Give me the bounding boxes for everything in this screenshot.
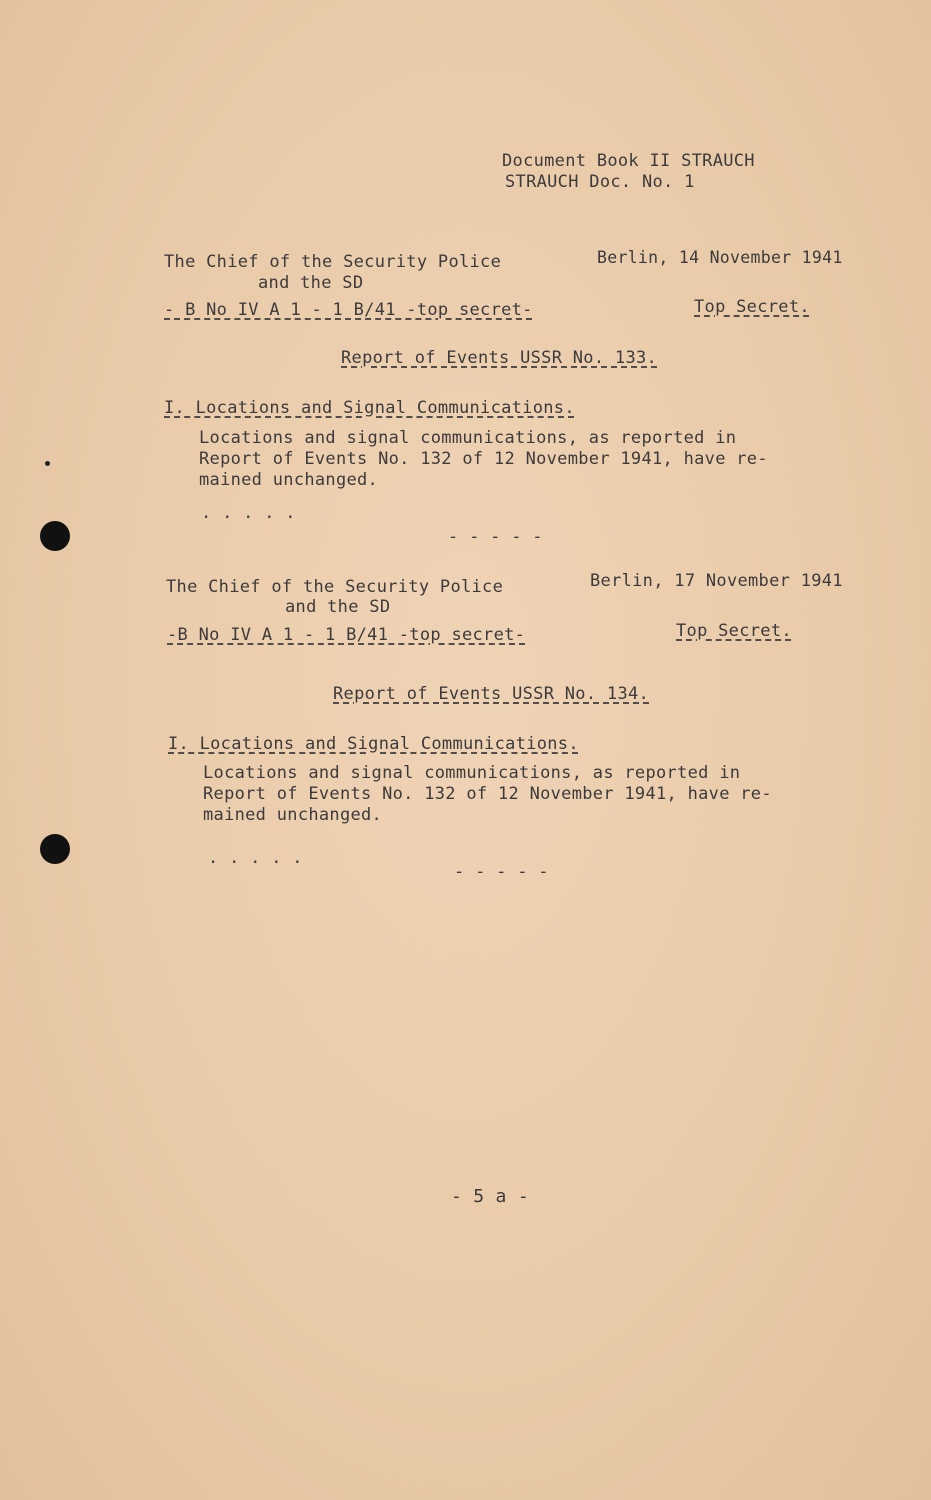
report1-body-line1: Locations and signal communications, as reported in (199, 428, 737, 448)
report2-reference: -B No IV A 1 - 1 B/41 -top secret- (167, 625, 526, 645)
report2-body-line1: Locations and signal communications, as reported in (203, 763, 741, 783)
report1-separator: - - - - - (448, 527, 543, 547)
report1-section-heading: I. Locations and Signal Communications. (164, 398, 575, 418)
report1-reference: - B No IV A 1 - 1 B/41 -top secret- (164, 300, 533, 320)
report2-classification: Top Secret. (676, 621, 792, 641)
report2-title: Report of Events USSR No. 134. (333, 684, 650, 704)
report1-body-line3: mained unchanged. (199, 470, 379, 490)
report1-title: Report of Events USSR No. 133. (341, 348, 658, 368)
punch-hole-top (40, 521, 70, 551)
paper-speck (45, 461, 50, 466)
report2-section-heading: I. Locations and Signal Communications. (168, 734, 579, 754)
report1-body-line2: Report of Events No. 132 of 12 November 1941, have re- (199, 449, 768, 469)
report1-sender-line1: The Chief of the Security Police (164, 252, 502, 272)
page-number: - 5 a - (451, 1186, 529, 1207)
report2-sender-line2: and the SD (285, 597, 391, 617)
punch-hole-bottom (40, 834, 70, 864)
report1-classification: Top Secret. (694, 297, 810, 317)
report2-ellipsis: . . . . . (208, 848, 303, 868)
report2-date: Berlin, 17 November 1941 (590, 571, 843, 591)
report1-ellipsis: . . . . . (201, 503, 296, 523)
document-book-line: Document Book II STRAUCH (502, 151, 755, 171)
report1-sender-line2: and the SD (258, 273, 364, 293)
report2-body-line2: Report of Events No. 132 of 12 November 1941, have re- (203, 784, 772, 804)
report2-sender-line1: The Chief of the Security Police (166, 577, 504, 597)
report2-separator: - - - - - (454, 862, 549, 882)
report2-body-line3: mained unchanged. (203, 805, 383, 825)
report1-date: Berlin, 14 November 1941 (597, 248, 843, 267)
doc-number-line: STRAUCH Doc. No. 1 (505, 172, 695, 192)
